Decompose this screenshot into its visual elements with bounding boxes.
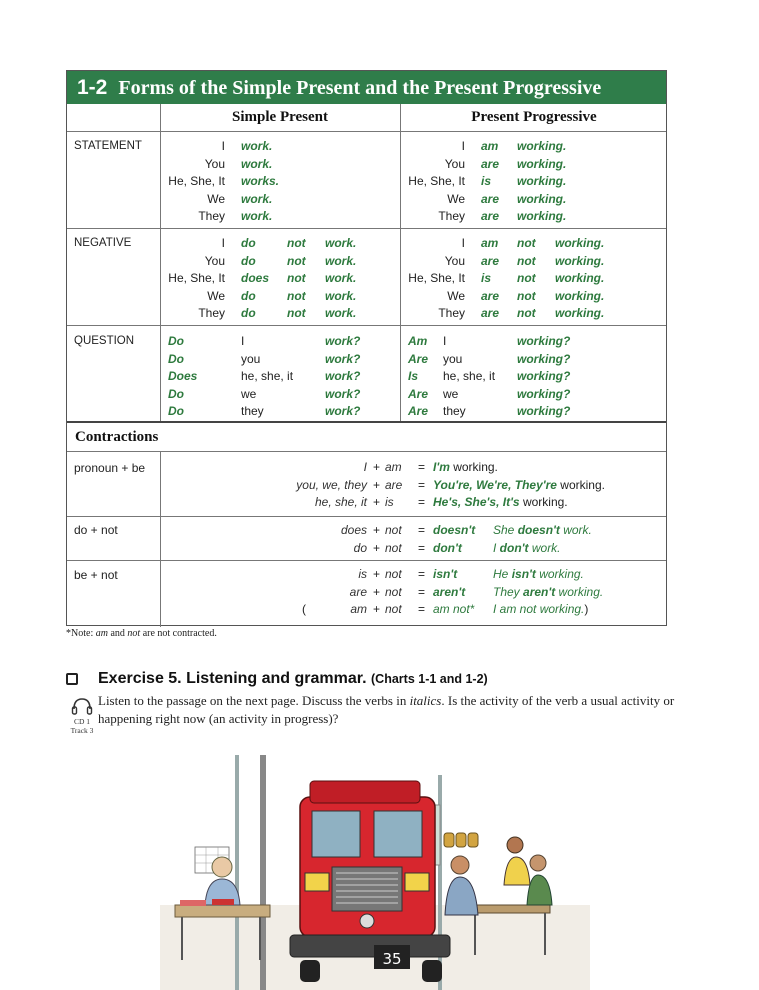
contraction-form: am not*	[433, 602, 475, 617]
exercise-title: Exercise 5. Listening and grammar.	[98, 670, 367, 687]
verb-cell: work.	[325, 253, 357, 268]
contraction-rest: working.	[556, 477, 605, 492]
divider	[67, 325, 666, 326]
plus-sign: +	[373, 495, 381, 510]
plus-sign: +	[373, 523, 381, 537]
aux-cell: Are	[408, 386, 429, 401]
contr-left: am	[350, 602, 367, 617]
verb-cell: work.	[325, 236, 357, 250]
verb-cell: work.	[241, 209, 273, 224]
contr-right: not	[385, 523, 402, 537]
equals-sign: =	[418, 460, 426, 474]
contr-right: is	[385, 495, 394, 510]
contr-right: are	[385, 477, 403, 492]
contraction-form: don't	[433, 540, 462, 555]
fire-station-illustration	[160, 755, 590, 990]
subject-cell: They	[198, 306, 225, 321]
chart-title-bar	[67, 71, 666, 104]
example-part: )	[584, 602, 589, 617]
aux-cell: are	[481, 288, 500, 303]
example-part: work.	[559, 523, 592, 537]
row-label-negative: NEGATIVE	[74, 237, 132, 249]
instr-italic: italics	[409, 693, 442, 708]
subject-cell: You	[204, 253, 225, 268]
subject-cell: We	[207, 288, 225, 303]
not-cell: not	[517, 306, 536, 321]
col-header-simple-present: Simple Present	[232, 109, 328, 125]
subject-cell: He, She, It	[168, 174, 225, 189]
aux-cell: are	[481, 156, 500, 171]
divider	[67, 451, 666, 452]
verb-cell: working.	[555, 236, 605, 250]
contraction-result	[433, 477, 605, 495]
aux-cell: Are	[408, 404, 429, 419]
footnote	[66, 628, 217, 639]
truck-number: 35	[382, 950, 402, 968]
subject-cell: He, She, It	[168, 271, 225, 286]
subject-cell: I	[221, 139, 225, 153]
row-label-statement: STATEMENT	[74, 140, 142, 152]
grammar-chart	[66, 70, 667, 626]
aux-cell: Do	[168, 386, 184, 401]
subject-cell: they	[241, 404, 264, 419]
example-part: doesn't	[517, 523, 560, 537]
contraction-form: doesn't	[433, 523, 476, 537]
divider	[67, 421, 666, 423]
verb-cell: work?	[325, 369, 361, 384]
subject-cell: He, She, It	[408, 174, 465, 189]
verb-cell: working?	[517, 369, 571, 384]
row-label-do-not: do + not	[74, 523, 118, 537]
example-part: working.	[535, 567, 584, 581]
aux-cell: Am	[408, 334, 428, 348]
subject-cell: you	[241, 351, 261, 366]
equals-sign: =	[418, 495, 426, 510]
verb-cell: work.	[325, 288, 357, 303]
not-cell: not	[287, 306, 306, 321]
chart-number: 1-2	[77, 76, 108, 99]
aux-cell: are	[481, 209, 500, 224]
aux-cell: is	[481, 174, 492, 189]
example-part: aren't	[523, 584, 556, 599]
aux-cell: are	[481, 253, 500, 268]
verb-cell: working.	[555, 253, 605, 268]
verb-cell: working?	[517, 334, 571, 348]
aux-cell: do	[241, 236, 256, 250]
example-sentence	[493, 584, 603, 602]
example-sentence	[493, 601, 588, 619]
subject-cell: We	[447, 191, 465, 206]
subject-cell: They	[438, 209, 465, 224]
equals-sign: =	[418, 523, 426, 537]
aux-cell: do	[241, 306, 256, 321]
cd-label: CD 1	[73, 717, 91, 726]
aux-cell: Are	[408, 351, 429, 366]
verb-cell: working.	[517, 209, 567, 224]
exercise-instructions	[98, 692, 698, 728]
contraction-form: You're, We're, They're	[433, 477, 557, 492]
contraction-result	[433, 494, 568, 512]
row-label-pronoun-be: pronoun + be	[74, 461, 146, 475]
divider	[67, 516, 666, 517]
subject-cell: He, She, It	[408, 271, 465, 286]
aux-cell: is	[481, 271, 492, 286]
example-sentence	[493, 540, 561, 558]
example-part: They	[493, 584, 524, 599]
verb-cell: working?	[517, 404, 571, 419]
contr-left: do	[353, 540, 367, 555]
contraction-result	[433, 459, 498, 477]
plus-sign: +	[373, 602, 381, 617]
not-cell: not	[287, 271, 306, 286]
contr-right: am	[385, 460, 402, 474]
aux-cell: do	[241, 288, 256, 303]
not-cell: not	[517, 236, 536, 250]
checkbox-icon[interactable]	[66, 673, 78, 685]
contraction-form: isn't	[433, 567, 458, 581]
divider	[67, 131, 666, 132]
subject-cell: he, she, it	[241, 369, 294, 384]
subject-cell: they	[443, 404, 466, 419]
chart-title: Forms of the Simple Present and the Present Progressive	[118, 77, 602, 99]
note-mid: and	[107, 628, 128, 639]
not-cell: not	[517, 288, 536, 303]
subject-cell: You	[444, 253, 465, 268]
aux-cell: Is	[408, 369, 419, 384]
row-label-be-not: be + not	[74, 568, 118, 582]
aux-cell: am	[481, 236, 499, 250]
cd-marker	[62, 696, 102, 735]
aux-cell: does	[241, 271, 270, 286]
verb-cell: working.	[555, 288, 605, 303]
example-part: I	[493, 540, 500, 555]
contr-left: he, she, it	[314, 495, 367, 510]
contr-left: is	[358, 567, 367, 581]
contr-left: you, we, they	[296, 477, 367, 492]
col-header-present-progressive: Present Progressive	[471, 109, 597, 125]
headphones-icon	[71, 696, 93, 716]
equals-sign: =	[418, 584, 426, 599]
verb-cell: work.	[325, 271, 357, 286]
verb-cell: work.	[241, 156, 273, 171]
subject-cell: I	[461, 139, 465, 153]
exercise-chart-ref: (Charts 1-1 and 1-2)	[371, 672, 488, 686]
verb-cell: working.	[517, 156, 567, 171]
subject-cell: You	[444, 156, 465, 171]
divider	[67, 228, 666, 229]
contr-right: not	[385, 567, 402, 581]
contraction-form: aren't	[433, 584, 466, 599]
equals-sign: =	[418, 540, 426, 555]
aux-cell: are	[481, 306, 500, 321]
subject-cell: They	[198, 209, 225, 224]
note-word-am: am	[95, 628, 108, 639]
example-sentence	[493, 522, 592, 540]
track-label: Track 3	[70, 726, 94, 735]
equals-sign: =	[418, 477, 426, 492]
equals-sign: =	[418, 602, 426, 617]
contr-left: I	[363, 460, 367, 474]
plus-sign: +	[373, 460, 381, 474]
contr-left: are	[349, 584, 367, 599]
aux-cell: Do	[168, 351, 184, 366]
subject-cell: I	[461, 236, 465, 250]
subject-cell: We	[207, 191, 225, 206]
contr-right: not	[385, 584, 402, 599]
row-label-question: QUESTION	[74, 335, 135, 347]
example-sentence	[493, 566, 584, 584]
verb-cell: working.	[555, 271, 605, 286]
not-cell: not	[517, 271, 536, 286]
subject-cell: You	[204, 156, 225, 171]
contraction-form: He's, She's, It's	[433, 495, 520, 510]
note-word-not: not	[127, 628, 141, 639]
example-part: don't	[499, 540, 529, 555]
aux-cell: Does	[168, 369, 198, 384]
verb-cell: working.	[517, 139, 567, 153]
verb-cell: work.	[325, 306, 357, 321]
not-cell: not	[287, 236, 306, 250]
aux-cell: do	[241, 253, 256, 268]
plus-sign: +	[373, 584, 381, 599]
aux-cell: am	[481, 139, 499, 153]
contr-left: does	[340, 523, 367, 537]
subject-cell: I	[241, 334, 245, 348]
subject-cell: They	[438, 306, 465, 321]
verb-cell: work?	[325, 351, 361, 366]
contractions-heading: Contractions	[75, 429, 159, 445]
verb-cell: works.	[241, 174, 280, 189]
example-part: isn't	[511, 567, 536, 581]
verb-cell: work?	[325, 404, 361, 419]
contraction-rest: working.	[519, 495, 568, 510]
verb-cell: work?	[325, 386, 361, 401]
verb-cell: work?	[325, 334, 361, 348]
contr-right: not	[385, 540, 402, 555]
plus-sign: +	[373, 567, 381, 581]
subject-cell: I	[443, 334, 447, 348]
note-suffix: are not contracted.	[140, 628, 217, 639]
aux-cell: Do	[168, 334, 184, 348]
divider	[160, 451, 161, 627]
open-paren: (	[302, 602, 306, 617]
aux-cell: Do	[168, 404, 184, 419]
subject-cell: you	[443, 351, 463, 366]
note-prefix: *Note:	[66, 628, 94, 639]
example-part: She	[493, 523, 518, 537]
contraction-rest: working.	[449, 460, 498, 474]
subject-cell: I	[221, 236, 225, 250]
example-part: He	[493, 567, 512, 581]
example-part: I am not working.	[493, 602, 585, 617]
example-part: work.	[528, 540, 561, 555]
verb-cell: working.	[517, 174, 567, 189]
plus-sign: +	[373, 540, 381, 555]
subject-cell: we	[443, 386, 459, 401]
subject-cell: he, she, it	[443, 369, 496, 384]
not-cell: not	[287, 288, 306, 303]
plus-sign: +	[373, 477, 381, 492]
contraction-form: I'm	[433, 460, 450, 474]
verb-cell: work.	[241, 191, 273, 206]
example-part: working.	[555, 584, 604, 599]
not-cell: not	[287, 253, 306, 268]
verb-cell: working?	[517, 351, 571, 366]
verb-cell: work.	[241, 139, 273, 153]
verb-cell: working.	[555, 306, 605, 321]
subject-cell: We	[447, 288, 465, 303]
contr-right: not	[385, 602, 402, 617]
exercise-heading	[98, 670, 488, 688]
not-cell: not	[517, 253, 536, 268]
divider	[67, 560, 666, 561]
verb-cell: working.	[517, 191, 567, 206]
equals-sign: =	[418, 567, 426, 581]
aux-cell: are	[481, 191, 500, 206]
instr-text-b: . Is the activity of the verb a usual activity or happening right now (an activity in progress)?	[98, 693, 675, 726]
subject-cell: we	[241, 386, 257, 401]
verb-cell: working?	[517, 386, 571, 401]
instr-text-a: Listen to the passage on the next page. Discuss the verbs in	[98, 693, 410, 708]
fire-truck-icon	[290, 781, 450, 982]
